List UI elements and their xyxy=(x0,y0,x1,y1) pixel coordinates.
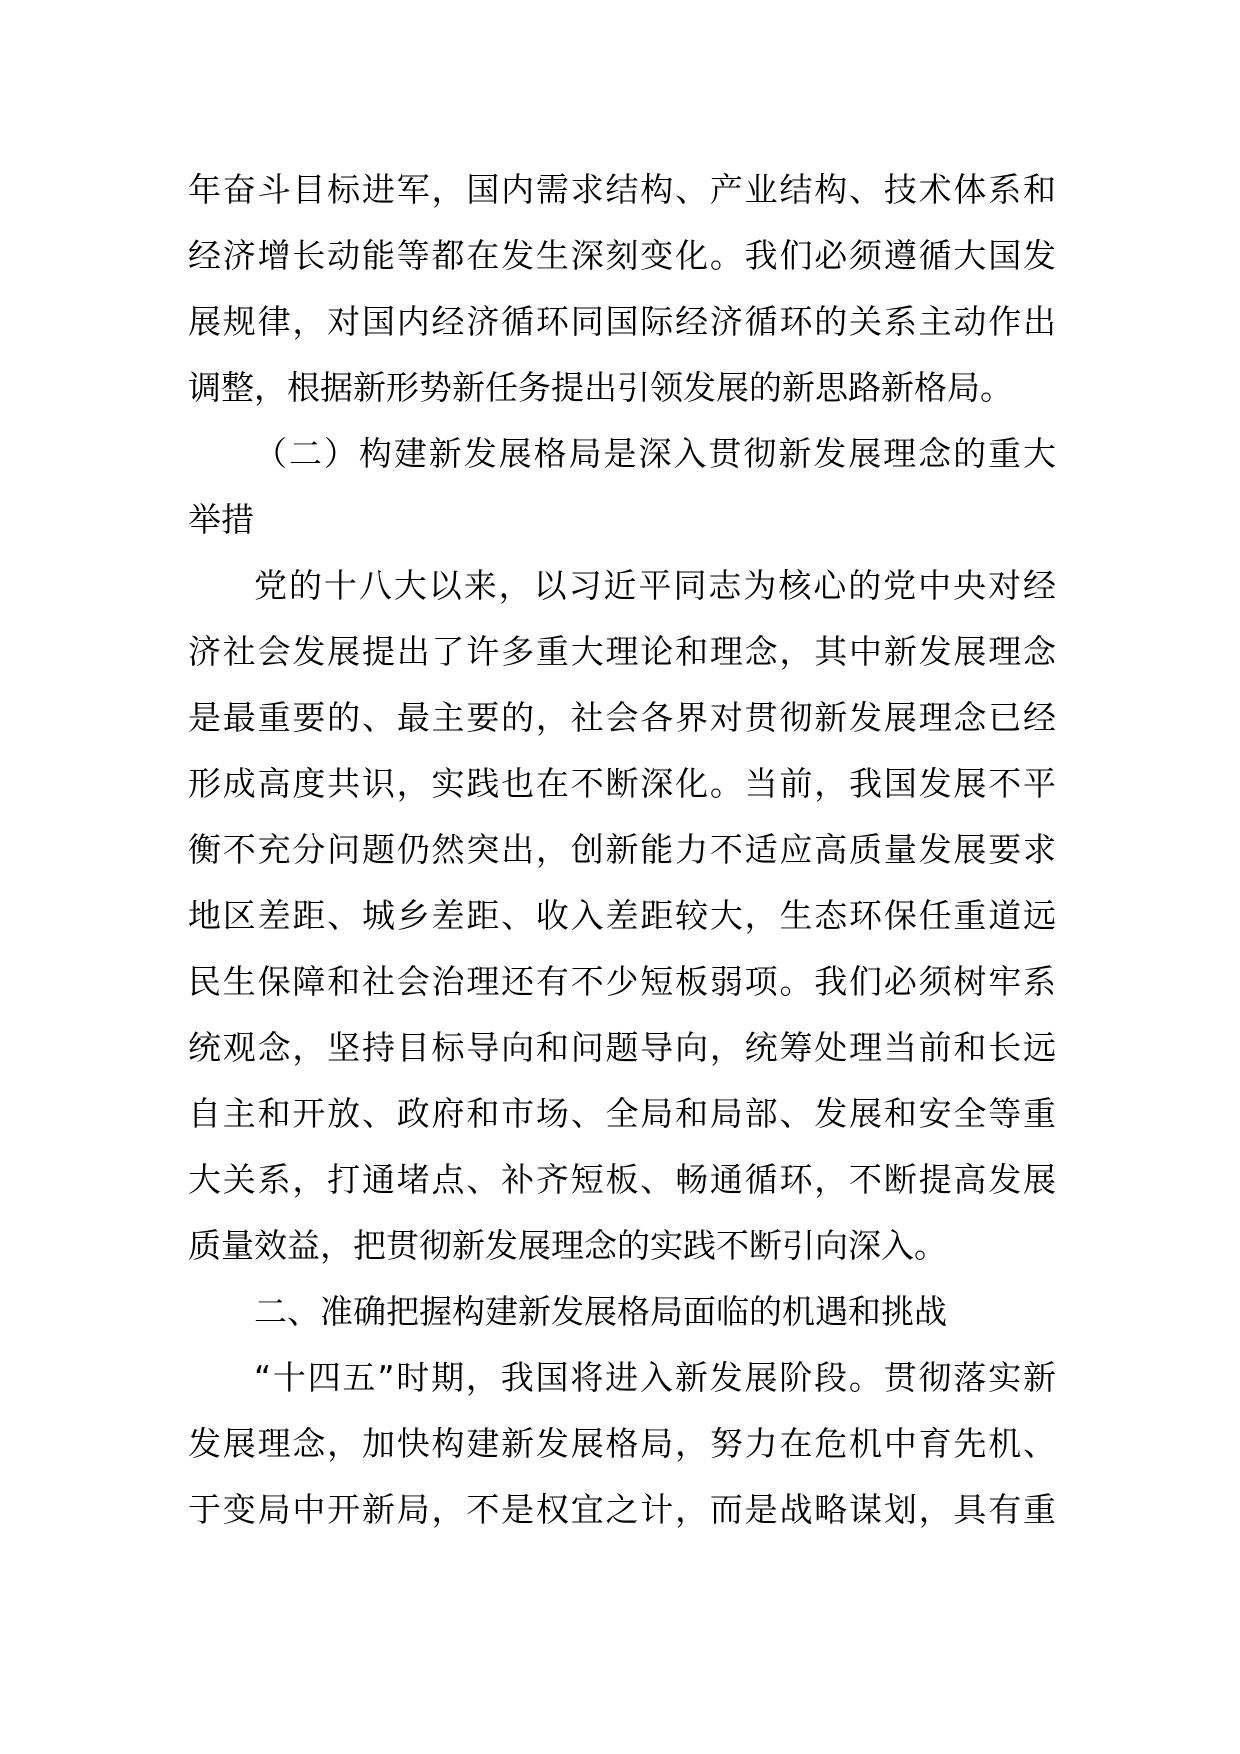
text-line: 举措 xyxy=(188,500,254,539)
text-line: 经济增长动能等都在发生深刻变化。我们必须遵循大国发 xyxy=(188,236,1056,275)
text-line: “十四五”时期，我国将进入新发展阶段。贯彻落实新 xyxy=(254,1358,1056,1397)
text-line: 大关系，打通堵点、补齐短板、畅通循环，不断提高发展 xyxy=(188,1160,1056,1199)
text-line: 展规律，对国内经济循环同国际经济循环的关系主动作出 xyxy=(188,302,1056,341)
text-line: 是最重要的、最主要的，社会各界对贯彻新发展理念已经 xyxy=(188,698,1056,737)
text-line: 质量效益，把贯彻新发展理念的实践不断引向深入。 xyxy=(188,1226,947,1265)
text-line: 自主和开放、政府和市场、全局和局部、发展和安全等重 xyxy=(188,1094,1056,1133)
text-line: 衡不充分问题仍然突出，创新能力不适应高质量发展要求 xyxy=(188,830,1056,869)
text-line: 发展理念，加快构建新发展格局，努力在危机中育先机、 xyxy=(188,1424,1056,1463)
text-line: 年奋斗目标进军，国内需求结构、产业结构、技术体系和 xyxy=(188,170,1056,209)
text-line: 地区差距、城乡差距、收入差距较大，生态环保任重道远 xyxy=(188,896,1056,935)
text-line: 调整，根据新形势新任务提出引领发展的新思路新格局。 xyxy=(188,368,1013,407)
document-body xyxy=(188,157,1056,1543)
text-line: 民生保障和社会治理还有不少短板弱项。我们必须树牢系 xyxy=(188,962,1056,1001)
text-line: 党的十八大以来，以习近平同志为核心的党中央对经 xyxy=(254,566,1056,605)
text-line: 济社会发展提出了许多重大理论和理念，其中新发展理念 xyxy=(188,632,1056,671)
text-line: 统观念，坚持目标导向和问题导向，统筹处理当前和长远 xyxy=(188,1028,1056,1067)
text-line: （二）构建新发展格局是深入贯彻新发展理念的重大 xyxy=(254,434,1056,473)
text-line: 二、准确把握构建新发展格局面临的机遇和挑战 xyxy=(254,1292,947,1331)
text-line: 于变局中开新局，不是权宜之计，而是战略谋划，具有重 xyxy=(188,1490,1056,1529)
text-line: 形成高度共识，实践也在不断深化。当前，我国发展不平 xyxy=(188,764,1056,803)
